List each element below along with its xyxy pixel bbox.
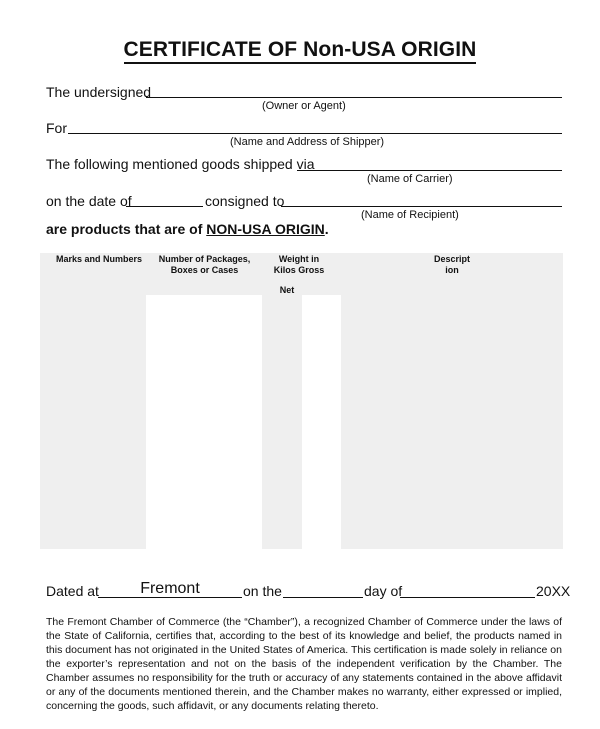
date-of-label: on the date of	[46, 193, 132, 209]
weight-header: Weight in Kilos Gross	[273, 254, 325, 275]
day-field[interactable]	[283, 597, 363, 598]
owner-agent-caption: (Owner or Agent)	[262, 100, 346, 112]
shipper-caption: (Name and Address of Shipper)	[230, 136, 385, 148]
day-of-label: day of	[364, 583, 403, 599]
origin-statement	[46, 221, 329, 237]
dated-at-label: Dated at	[46, 583, 99, 599]
description-header-line1: Descript	[433, 254, 470, 264]
origin-statement-prefix: are products that are of	[46, 221, 203, 237]
net-header: Net	[279, 285, 295, 295]
packages-column-body[interactable]	[146, 295, 262, 549]
description-header-line2: ion	[445, 265, 459, 275]
place-value: Fremont	[140, 580, 200, 597]
for-label: For	[46, 120, 67, 136]
shipped-via-label: The following mentioned goods shipped via	[46, 156, 315, 172]
recipient-caption: (Name of Recipient)	[361, 209, 459, 221]
net-column-body[interactable]	[302, 295, 341, 549]
undersigned-label: The undersigned	[46, 84, 152, 100]
shipper-field[interactable]	[68, 133, 562, 134]
month-field[interactable]	[400, 597, 535, 598]
origin-emphasis: NON-USA ORIGIN	[206, 221, 325, 237]
disclaimer-paragraph: The Fremont Chamber of Commerce (the “Chamber”), a recognized Chamber of Commerce under the laws of the State of California, certifies that, according to the best of its knowledge and belief, the products named in this document has not originated in the United States of America. This certification is made solely in reliance on the exporter’s representation and not on the basis of the independent verification by the Chamber. The Chamber assumes no responsibility for the truth or accuracy of any statements contained in the above affidavit or any of the documents mentioned therein, and the Chamber makes no warranty, either expressed or implied, concerning the goods, such affidavit, or any documents relating thereto.	[46, 616, 562, 712]
page-title: CERTIFICATE OF Non-USA ORIGIN	[0, 38, 600, 62]
undersigned-field[interactable]	[146, 97, 562, 98]
carrier-caption: (Name of Carrier)	[367, 173, 453, 185]
year-label: 20XX	[536, 583, 571, 599]
marks-header: Marks and Numbers	[55, 254, 143, 264]
packages-header: Number of Packages, Boxes or Cases	[158, 254, 251, 275]
recipient-field[interactable]	[281, 206, 562, 207]
on-the-label: on the	[243, 583, 282, 599]
carrier-field[interactable]	[297, 170, 562, 171]
date-field[interactable]	[126, 206, 203, 207]
description-header	[412, 254, 492, 276]
origin-statement-suffix: .	[324, 221, 329, 237]
consigned-to-label: consigned to	[205, 193, 285, 209]
